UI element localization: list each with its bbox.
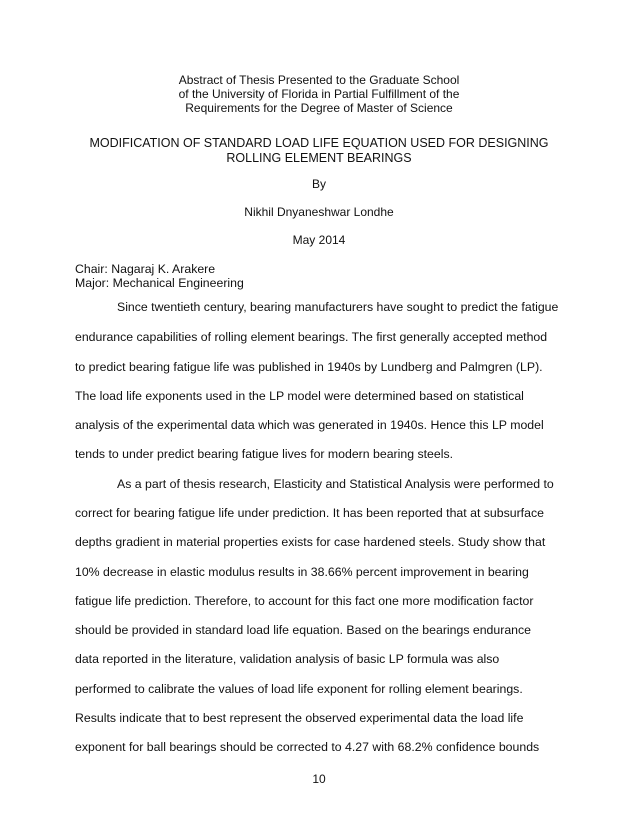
thesis-title-line: ROLLING ELEMENT BEARINGS (226, 151, 412, 165)
abstract-intro-line: of the University of Florida in Partial Fulfillment of the (178, 87, 460, 101)
body-line: Results indicate that to best represent the observed experimental data the load life (75, 711, 524, 725)
thesis-date: May 2014 (292, 233, 346, 247)
thesis-title (60, 136, 578, 166)
page-number: 10 (312, 772, 326, 786)
body-line: Since twentieth century, bearing manufacturers have sought to predict the fatigue (117, 300, 559, 314)
body-line: correct for bearing fatigue life under prediction. It has been reported that at subsurface (75, 506, 544, 520)
abstract-intro-line: Requirements for the Degree of Master of Science (185, 101, 453, 115)
body-line: performed to calibrate the values of load life exponent for rolling element bearings. (75, 682, 523, 696)
body-line: to predict bearing fatigue life was published in 1940s by Lundberg and Palmgren (LP). (75, 360, 543, 374)
abstract-intro (60, 73, 578, 115)
body-line: tends to under predict bearing fatigue lives for modern bearing steels. (75, 447, 454, 461)
body-line: fatigue life prediction. Therefore, to account for this fact one more modification factor (75, 594, 534, 608)
body-line: depths gradient in material properties exists for case hardened steels. Study show that (75, 535, 546, 549)
body-line: As a part of thesis research, Elasticity and Statistical Analysis were performed to (117, 477, 554, 491)
body-line: 10% decrease in elastic modulus results in 38.66% percent improvement in bearing (75, 565, 529, 579)
committee-info (75, 262, 244, 290)
chair-line: Chair: Nagaraj K. Arakere (75, 262, 216, 276)
thesis-title-line: MODIFICATION OF STANDARD LOAD LIFE EQUATION USED FOR DESIGNING (89, 136, 549, 150)
body-line: analysis of the experimental data which was generated in 1940s. Hence this LP model (75, 418, 544, 432)
author-name: Nikhil Dnyaneshwar Londhe (244, 205, 394, 219)
body-line: data reported in the literature, validation analysis of basic LP formula was also (75, 652, 500, 666)
body-line: should be provided in standard load life equation. Based on the bearings endurance (75, 623, 531, 637)
major-line: Major: Mechanical Engineering (75, 276, 244, 290)
body-line: exponent for ball bearings should be corrected to 4.27 with 68.2% confidence bounds (75, 740, 540, 754)
abstract-intro-line: Abstract of Thesis Presented to the Graduate School (178, 73, 460, 87)
body-line: endurance capabilities of rolling element bearings. The first generally accepted method (75, 330, 548, 344)
body-line: The load life exponents used in the LP model were determined based on statistical (75, 389, 524, 403)
byline: By (311, 177, 326, 191)
